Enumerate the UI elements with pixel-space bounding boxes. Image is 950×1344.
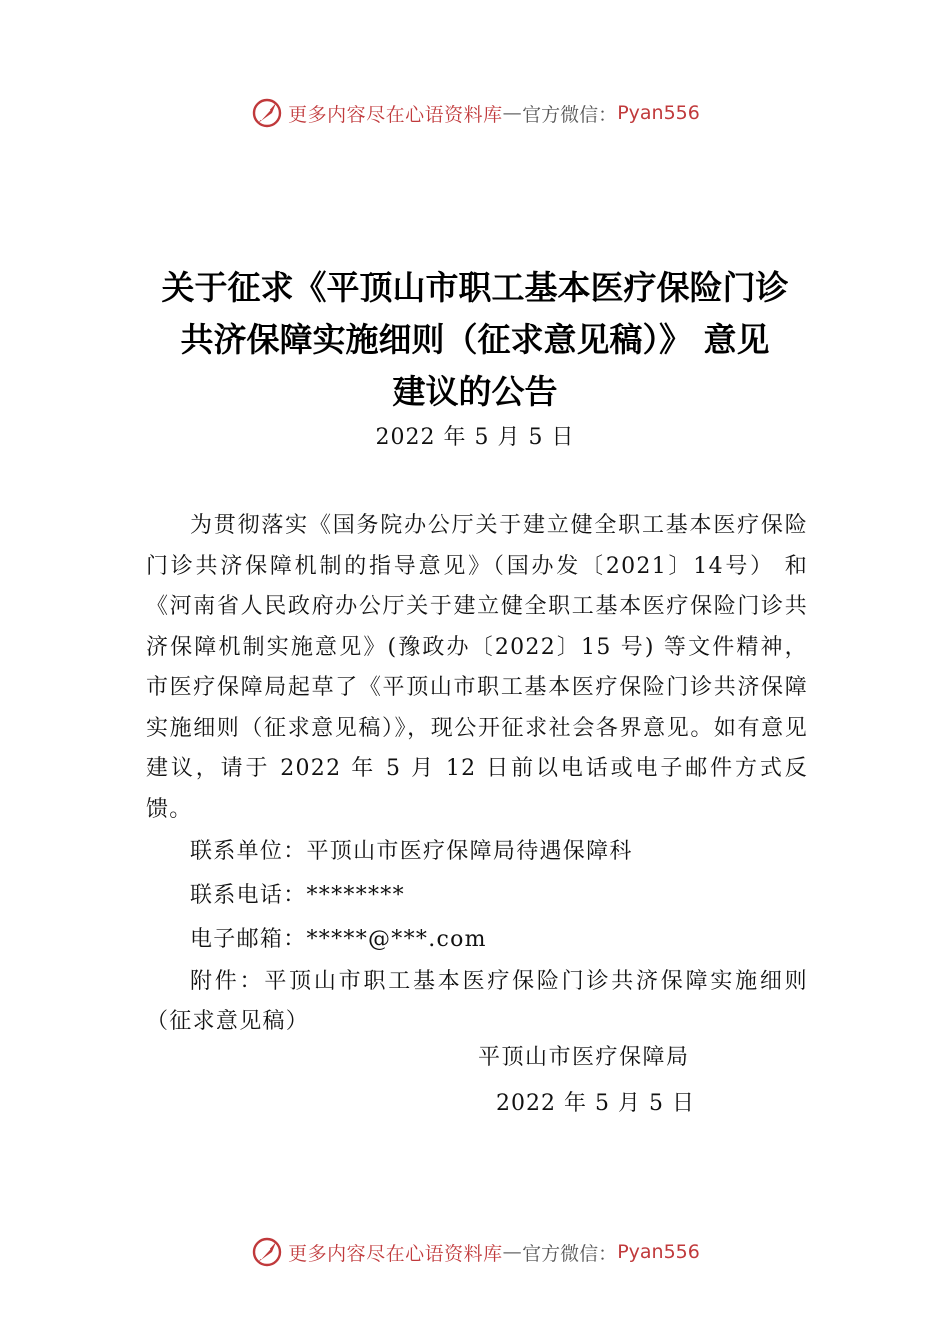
watermark-header bbox=[0, 93, 950, 133]
title-line-3: 建议的公告 bbox=[392, 372, 558, 411]
watermark-dash: — bbox=[502, 102, 523, 124]
watermark-main-text: 更多内容尽在心语资料库 bbox=[288, 1242, 503, 1265]
document-body bbox=[146, 506, 808, 1042]
quill-logo-icon bbox=[250, 96, 284, 130]
attachment-note: 附件：平顶山市职工基本医疗保险门诊共济保障实施细则（征求意见稿） bbox=[146, 969, 808, 1034]
contact-phone: 联系电话：******** bbox=[190, 883, 405, 908]
watermark-wechat-label: 官方微信： bbox=[522, 1242, 618, 1265]
body-paragraph: 为贯彻落实《国务院办公厅关于建立健全职工基本医疗保险门诊共济保障机制的指导意见》（国办发〔2021〕14号） 和《河南省人民政府办公厅关于建立健全职工基本医疗保险门诊共济保障机制实施意见》(豫政办〔2022〕15 号) 等文件精神，市医疗保障局起草了《平顶山市职工基本医疗保险门诊共济保障实施细则（征求意见稿）》，现公开征求社会各界意见。如有意见建议，请于 2022 年 5 月 12 日前以电话或电子邮件方式反馈。 bbox=[146, 513, 808, 822]
watermark-main-text: 更多内容尽在心语资料库 bbox=[288, 103, 503, 126]
quill-logo-icon bbox=[250, 1235, 284, 1269]
document-title bbox=[120, 262, 830, 418]
title-line-1: 关于征求《平顶山市职工基本医疗保险门诊 bbox=[161, 268, 789, 307]
watermark-wechat-label: 官方微信： bbox=[522, 103, 618, 126]
contact-unit: 联系单位：平顶山市医疗保障局待遇保障科 bbox=[190, 839, 633, 864]
title-line-2: 共济保障实施细则（征求意见稿）》 意见 bbox=[180, 320, 770, 359]
watermark-footer bbox=[0, 1232, 950, 1272]
watermark-wechat-id: Pyan556 bbox=[617, 102, 700, 124]
signature-date: 2022 年 5 月 5 日 bbox=[496, 1091, 695, 1116]
watermark-wechat-id: Pyan556 bbox=[617, 1241, 700, 1263]
watermark-dash: — bbox=[502, 1241, 523, 1263]
contact-email: 电子邮箱：*****@***.com bbox=[190, 927, 487, 952]
signature-org: 平顶山市医疗保障局 bbox=[478, 1045, 690, 1070]
publish-date: 2022 年 5 月 5 日 bbox=[375, 425, 575, 450]
